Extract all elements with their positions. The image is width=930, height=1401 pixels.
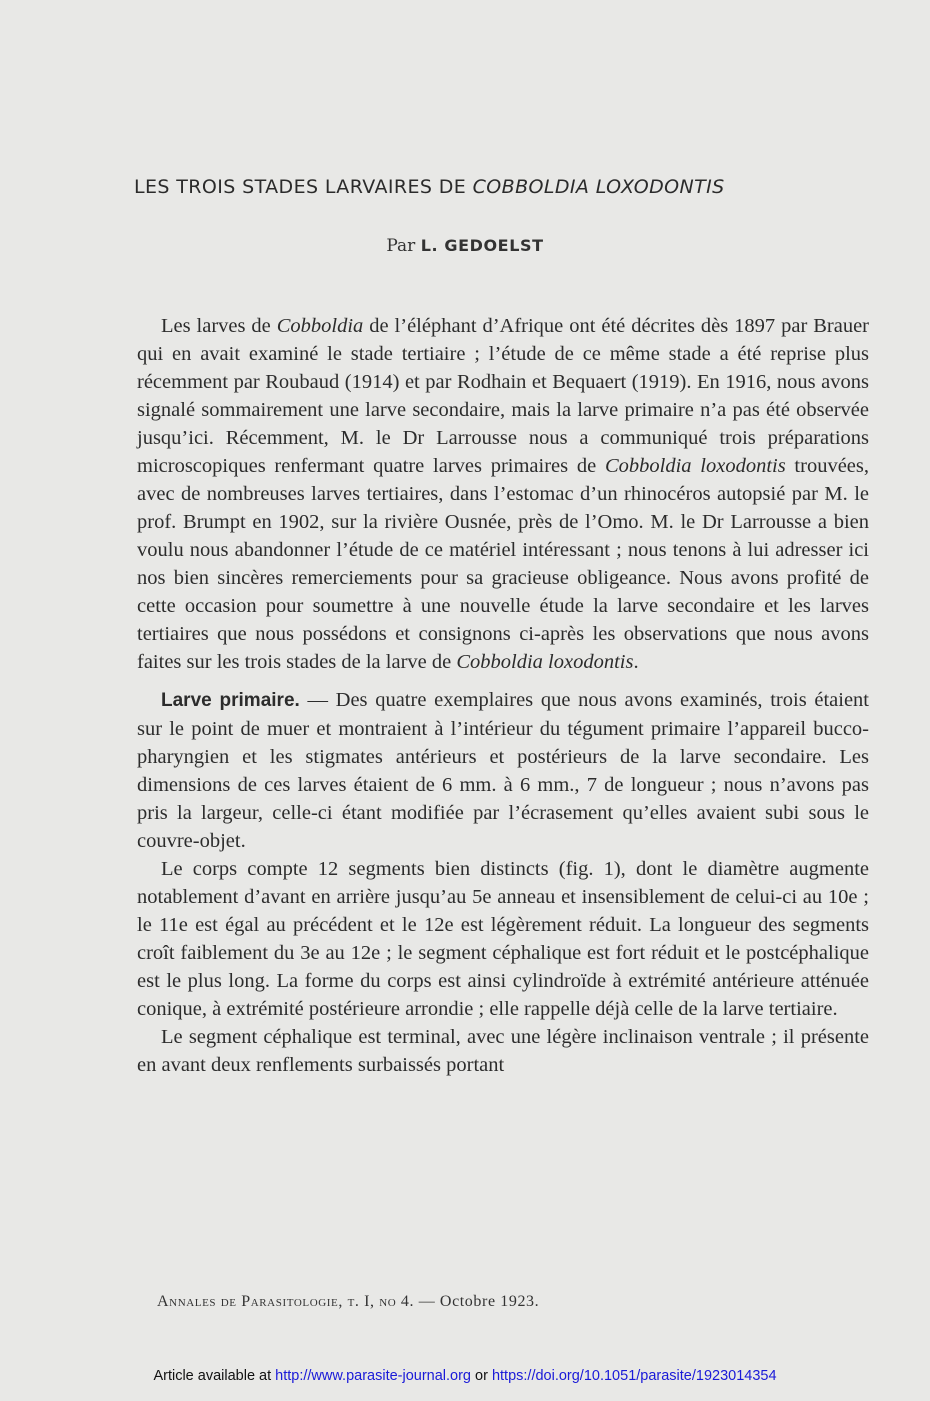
- journal-footer: [157, 1293, 539, 1311]
- title-species: COBBOLDIA LOXODONTIS: [472, 176, 725, 198]
- author-name: L. GEDOELST: [420, 236, 544, 255]
- author-prefix: Par: [386, 236, 421, 256]
- paragraph-cephalic: Le segment céphalique est terminal, avec une légère inclinaison ventrale ; il présente en avant deux renflements surbaissés portant: [137, 1026, 869, 1076]
- journal-date: — Octobre 1923.: [414, 1293, 540, 1310]
- title-text: LES TROIS STADES LARVAIRES DE: [134, 176, 473, 198]
- text-run: de l’éléphant d’Afrique ont été décrites dès 1897 par Brauer qui en avait examiné le stade tertiaire ; l’étude de ce même stade a été reprise plus récemment par Roubaud (1914) et par Rodhain et Bequaert (1919). En 1916, nous avons signalé sommairement une larve secondaire, mais la larve primaire n’a pas été observée jusqu’ici. Récemment, M. le Dr Larrousse nous a communiqué trois préparations microscopiques renfermant quatre larves primaires de: [137, 315, 869, 477]
- article-body: [137, 312, 869, 1079]
- journal-link[interactable]: http://www.parasite-journal.org: [275, 1368, 471, 1384]
- article-access-bar: [0, 1364, 930, 1388]
- journal-citation: Annales de Parasitologie, t. I, no 4.: [157, 1293, 415, 1310]
- text-run: .: [633, 651, 639, 673]
- doi-link[interactable]: https://doi.org/10.1051/parasite/1923014354: [491, 1368, 777, 1384]
- species-name: Cobboldia loxodontis: [456, 651, 634, 673]
- text-run: Les larves de: [161, 315, 277, 337]
- species-name: Cobboldia: [276, 315, 364, 337]
- text-run: trouvées, avec de nombreuses larves tertiaires, dans l’estomac d’un rhinocéros autopsié par M. le prof. Brumpt en 1902, sur la rivière Ousnée, près de l’Omo. M. le Dr Larrousse a bien voulu nous abandonner l’étude de ce matériel intéressant ; nous tenons à lui adresser ici nos bien sincères remerciements pour sa gracieuse obligeance. Nous avons profité de cette occasion pour soumettre à une nouvelle étude la larve secondaire et les larves tertiaires que nous possédons et consignons ci-après les observations que nous avons faites sur les trois stades de la larve de: [137, 455, 870, 673]
- access-mid: or: [471, 1368, 492, 1384]
- author-line: [0, 236, 930, 256]
- species-name: Cobboldia loxodontis: [604, 455, 786, 477]
- paragraph-segments: Le corps compte 12 segments bien distincts (fig. 1), dont le diamètre augmente notablement d’avant en arrière jusqu’au 5e anneau et insensiblement de celui-ci au 10e ; le 11e est égal au précédent et le 12e est légèrement réduit. La longueur des segments croît faiblement du 3e au 12e ; le segment céphalique est fort réduit et le postcéphalique est le plus long. La forme du corps est ainsi cylindroïde à extrémité antérieure atténuée conique, à extrémité postérieure arrondie ; elle rappelle déjà celle de la larve tertiaire.: [137, 858, 869, 1020]
- access-prefix: Article available at: [153, 1368, 276, 1384]
- paragraph-intro: [137, 312, 869, 676]
- text-run: — Des quatre exemplaires que nous avons examinés, trois étaient sur le point de muer et montraient à l’intérieur du tégument primaire l’appareil bucco-pharyngien et les stigmates antérieurs et postérieurs de la larve secondaire. Les dimensions de ces larves étaient de 6 mm. à 6 mm., 7 de longueur ; nous n’avons pas pris la largeur, celle-ci étant modifiée par l’écrasement qu’elles avaient subi sous le couvre-objet.: [137, 689, 869, 852]
- section-heading: Larve primaire.: [161, 690, 300, 711]
- paragraph-larve-primaire: [137, 686, 869, 855]
- article-title: [134, 176, 874, 198]
